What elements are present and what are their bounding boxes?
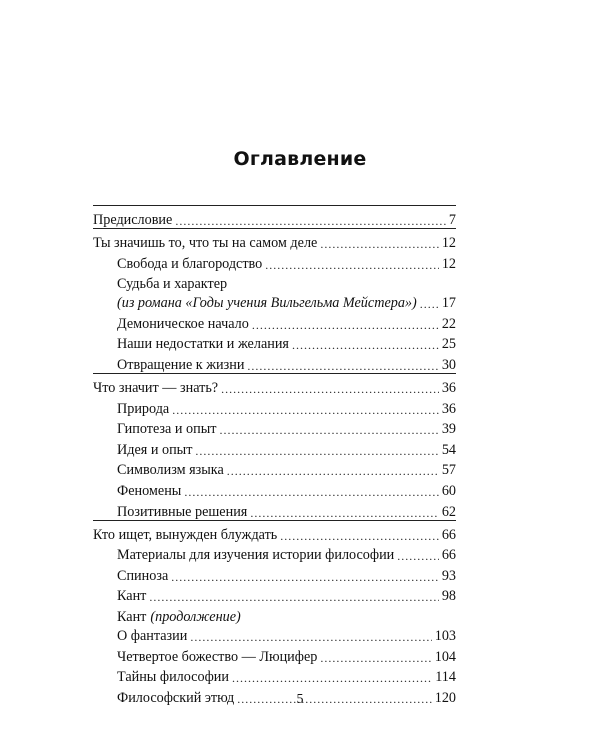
dot-leader [292,338,439,352]
dot-leader [265,258,439,272]
toc-subentry-label: Философский этюд [117,689,235,706]
toc-subentry[interactable] [93,499,456,520]
dot-leader [171,570,439,584]
toc-subentry-page: 60 [441,482,456,499]
toc-subentry-note: (из романа «Годы учения Вильгельма Мейстера») [117,295,417,312]
toc-entry-label: Предисловие [93,212,173,228]
toc-subentry-page: 17 [441,295,456,312]
dot-leader [184,485,438,499]
toc-subentry-label: Кант [117,588,147,605]
toc-subentry-page: 62 [441,503,456,520]
toc-subentry-label: Позитивные решения [117,503,248,520]
toc-section [93,228,456,373]
toc-subentry-page: 57 [441,462,456,479]
toc-subentry-label: Гипотеза и опыт [117,421,217,438]
dot-leader [172,403,439,417]
toc-section [93,205,456,228]
toc-subentry-page: 36 [441,400,456,417]
dot-leader [227,464,439,478]
toc-subentry[interactable] [93,604,456,625]
toc-subentry-label: Демоническое начало [117,315,249,332]
toc-subentry-label: Четвертое божество — Люцифер [117,648,318,665]
toc-subentry[interactable] [93,311,456,332]
toc-subentry-label: Судьба и характер [117,276,228,293]
toc-subentry[interactable] [93,272,456,293]
toc-subentry[interactable] [93,478,456,499]
toc-subentry[interactable] [93,352,456,373]
toc-subentry[interactable] [93,644,456,665]
dot-leader [175,214,446,228]
toc-subentry-label: О фантазии [117,627,188,644]
dot-leader [221,382,439,396]
dot-leader [190,630,431,644]
toc-subentry-note: (продолжение) [150,608,241,625]
dot-leader [397,549,439,563]
dot-leader [320,651,431,665]
toc-subentry-page: 22 [441,315,456,332]
dot-leader [320,237,438,251]
dot-leader [252,318,439,332]
dot-leader [420,297,439,311]
toc-subentry[interactable] [93,396,456,417]
toc-entry-page: 12 [441,235,456,251]
toc-subentry-label: Кант [117,608,147,625]
toc-subentry[interactable] [93,437,456,458]
page-title: Оглавление [233,148,367,170]
toc-subentry-page: 30 [441,356,456,373]
toc-subentry-page: 39 [441,421,456,438]
dot-leader [219,423,438,437]
dot-leader [232,671,432,685]
toc-subentry-label: Свобода и благородство [117,255,263,272]
toc-subentry-page: 54 [441,441,456,458]
toc-subentry[interactable] [93,251,456,272]
toc-entry-page: 7 [448,212,456,228]
toc-subentry-label: Феномены [117,482,182,499]
toc-subentry-page: 114 [435,669,456,686]
toc-subentry-label: Идея и опыт [117,441,193,458]
toc-section [93,520,456,706]
toc-subentry-label: Отвращение к жизни [117,356,245,373]
toc-section [93,373,456,520]
toc-entry[interactable] [93,374,456,396]
toc-subentry-continuation[interactable] [93,292,456,311]
toc-entry-label: Кто ищет, вынужден блуждать [93,526,278,543]
dot-leader [195,444,438,458]
toc-subentry-page: 104 [434,648,456,665]
dot-leader [247,359,438,373]
toc-subentry-page: 12 [441,255,456,272]
toc-subentry-continuation[interactable] [93,625,456,644]
toc-entry-label: Что значит — знать? [93,379,219,396]
table-of-contents [93,205,456,706]
dot-leader [250,506,438,520]
toc-subentry-page: 25 [441,336,456,353]
dot-leader [280,529,439,543]
toc-subentry[interactable] [93,417,456,438]
toc-subentry-page: 120 [434,689,456,706]
toc-subentry[interactable] [93,665,456,686]
toc-subentry-page: 98 [441,588,456,605]
toc-subentry-page: 103 [434,627,456,644]
toc-subentry-label: Природа [117,400,170,417]
toc-subentry-label: Спиноза [117,567,169,584]
toc-subentry[interactable] [93,584,456,605]
toc-subentry-label: Тайны философии [117,669,229,686]
toc-subentry[interactable] [93,563,456,584]
toc-entry-label: Ты значишь то, что ты на самом деле [93,235,318,251]
dot-leader [149,590,438,604]
toc-entry[interactable] [93,521,456,543]
toc-subentry-page: 93 [441,567,456,584]
toc-subentry[interactable] [93,543,456,564]
toc-entry-page: 66 [441,526,456,543]
toc-subentry-page: 66 [441,547,456,564]
toc-subentry[interactable] [93,458,456,479]
toc-subentry-label: Наши недостатки и желания [117,336,289,353]
toc-entry[interactable] [93,206,456,228]
toc-entry-page: 36 [441,379,456,396]
page-number: 5 [296,692,304,707]
toc-subentry[interactable] [93,332,456,353]
toc-entry[interactable] [93,229,456,251]
toc-subentry-label: Символизм языка [117,462,224,479]
toc-subentry-label: Материалы для изучения истории философии [117,547,395,564]
